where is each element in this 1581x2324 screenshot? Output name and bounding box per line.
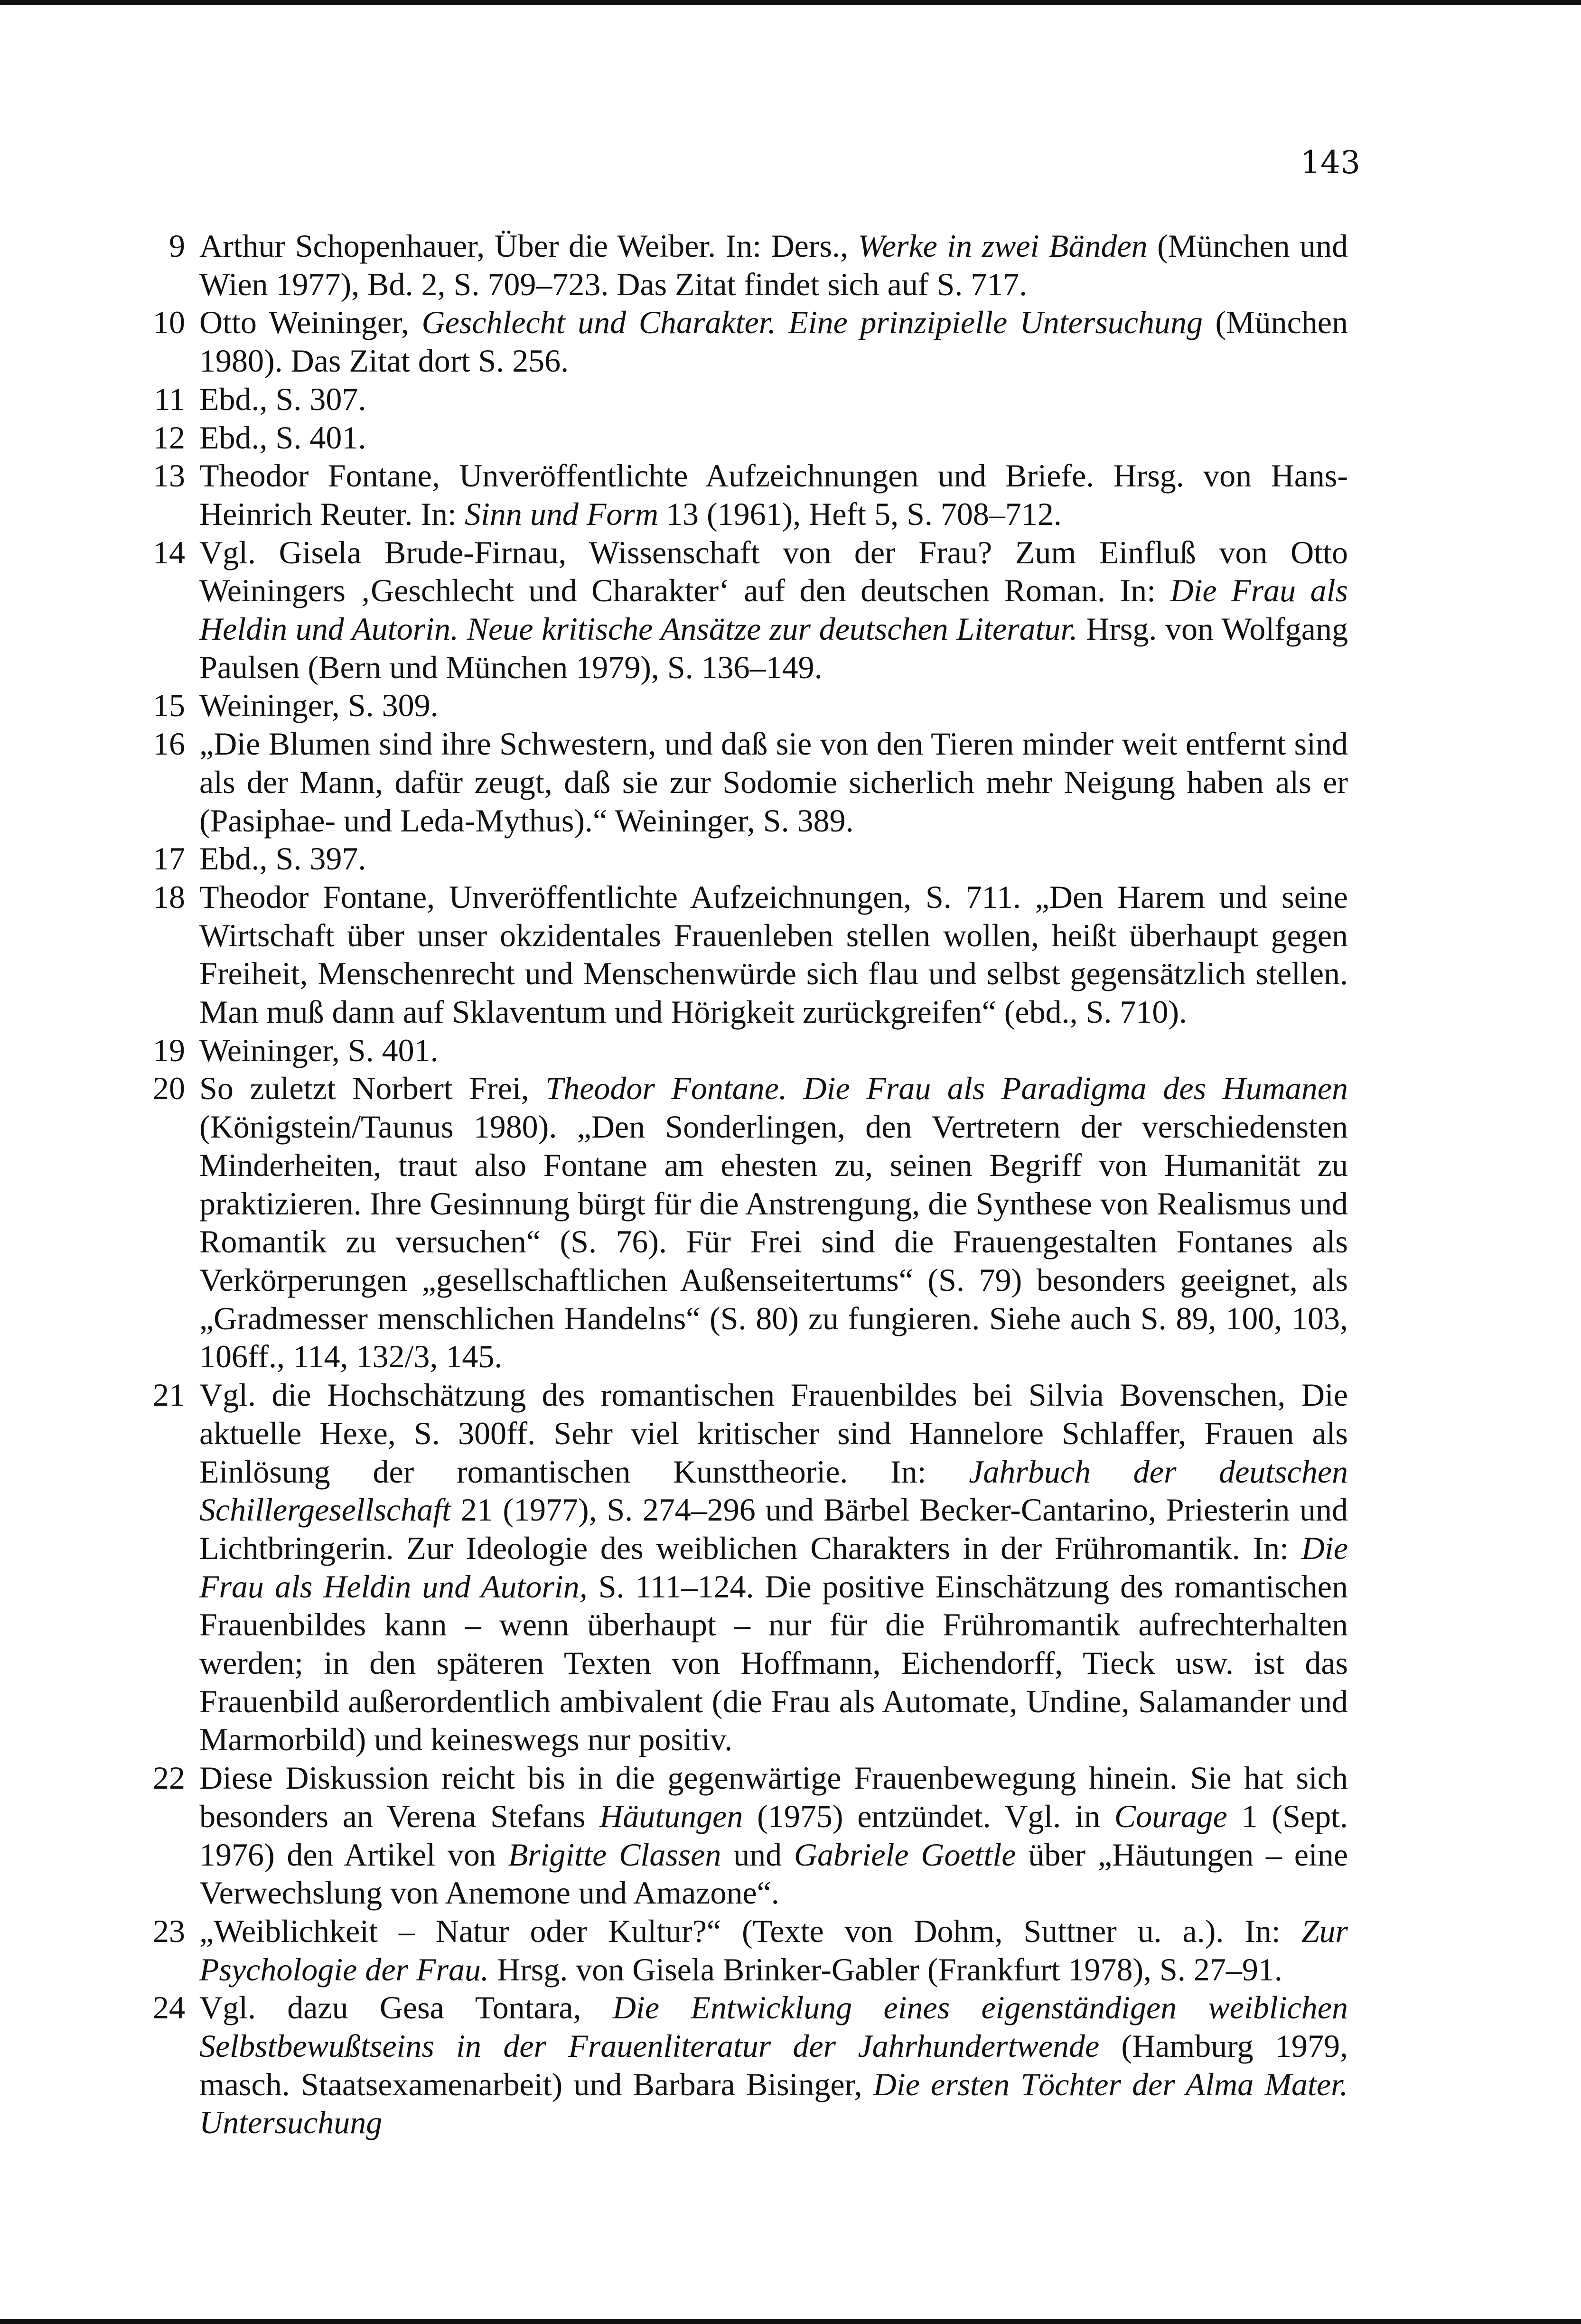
footnote-text	[199, 726, 1348, 838]
footnote-segment: 21 (1977), S. 274–296 und Bärbel Becker-Cantarino, Priesterin und Lichtbringerin. Zur Ideologie des weiblichen Charakters in der Frühromantik. In:	[199, 1492, 1348, 1566]
footnote-italic-segment: Die Entwicklung eines eigenständigen weiblichen Selbstbewußtseins in der Frauenliteratur der Jahrhundertwende	[199, 1989, 1348, 2064]
footnote-segment: und	[721, 1836, 794, 1873]
footnote-italic-segment: Die ersten Töchter der Alma Mater. Untersuchung	[199, 2066, 1348, 2141]
footnote-italic-segment: Brigitte Classen	[508, 1836, 721, 1873]
footnote-segment: (1975) entzündet. Vgl. in	[743, 1798, 1114, 1834]
footnote-number: 17	[153, 840, 185, 877]
footnote-segment: Vgl. dazu Gesa Tontara,	[199, 1989, 613, 2026]
footnote-number: 15	[153, 687, 185, 724]
footnote-italic-segment: Sinn und Form	[464, 495, 658, 532]
footnote-text	[199, 1913, 1348, 1988]
footnote-text	[199, 534, 1348, 685]
footnote-number: 12	[153, 419, 185, 456]
footnote-number: 19	[153, 1032, 185, 1068]
footnote-segment: Ebd., S. 397.	[199, 840, 366, 877]
footnote-number: 9	[169, 228, 185, 264]
footnote-italic-segment: Jahrbuch der deutschen Schillergesellschaft	[199, 1453, 1348, 1528]
footnote-segment: 13 (1961), Heft 5, S. 708–712.	[658, 495, 1062, 532]
footnotes-list	[138, 227, 1348, 2142]
footnote-italic-segment: Courage	[1114, 1798, 1227, 1834]
footnote-text	[199, 840, 366, 877]
footnote-segment: (Hamburg 1979, masch. Staatsexamenarbeit) und Barbara Bisinger,	[199, 2028, 1348, 2102]
footnote-italic-segment: Zur Psychologie der Frau.	[199, 1913, 1348, 1988]
footnote-text	[199, 1989, 1348, 2140]
footnote-segment: Weininger, S. 309.	[199, 687, 439, 724]
footnote-segment: Ebd., S. 307.	[199, 381, 366, 417]
footnote-text	[199, 1070, 1348, 1374]
footnote-number: 13	[153, 457, 185, 494]
footnote-number: 11	[154, 381, 185, 417]
footnote-italic-segment: Gabriele Goettle	[794, 1836, 1016, 1873]
footnote-segment: „Weiblichkeit – Natur oder Kultur?“ (Texte von Dohm, Suttner u. a.). In:	[199, 1913, 1301, 1949]
footnote-segment: Hrsg. von Gisela Brinker-Gabler (Frankfurt 1978), S. 27–91.	[488, 1951, 1282, 1988]
footnote-text	[199, 1032, 439, 1068]
footnote-segment: Vgl. die Hochschätzung des romantischen Frauenbildes bei Silvia Bovenschen, Die aktuelle Hexe, S. 300ff. Sehr viel kritischer sind Hannelore Schlaffer, Frauen als Einlösung der romantischen Kunsttheorie. In:	[199, 1377, 1348, 1490]
footnote-23	[138, 1912, 1348, 1988]
footnote-text	[199, 457, 1348, 532]
footnote-segment: Diese Diskussion reicht bis in die gegenwärtige Frauenbewegung hinein. Sie hat sich besonders an Verena Stefans	[199, 1760, 1348, 1834]
footnote-segment: Arthur Schopenhauer, Über die Weiber. In: Ders.,	[199, 228, 858, 264]
footnote-number: 22	[153, 1760, 185, 1796]
footnote-number: 23	[153, 1913, 185, 1949]
footnote-segment: Vgl. Gisela Brude-Firnau, Wissenschaft von der Frau? Zum Einfluß von Otto Weiningers ‚Geschlecht und Charakter‘ auf den deutschen Roman. In:	[199, 534, 1348, 609]
footnote-text	[199, 304, 1348, 379]
footnote-15	[138, 686, 1348, 725]
footnote-segment: Hrsg. von Wolfgang Paulsen (Bern und München 1979), S. 136–149.	[199, 611, 1348, 685]
footnote-19	[138, 1031, 1348, 1070]
footnote-17	[138, 840, 1348, 878]
footnote-9	[138, 227, 1348, 303]
footnote-text	[199, 381, 366, 417]
footnote-segment: Theodor Fontane, Unveröffentlichte Aufzeichnungen, S. 711. „Den Harem und seine Wirtschaft über unser okzidentales Frauenleben stellen wollen, heißt überhaupt gegen Freiheit, Menschenrecht und Menschenwürde sich flau und selbst gegensätzlich stellen. Man muß dann auf Sklaventum und Hörigkeit zurückgreifen“ (ebd., S. 710).	[199, 878, 1348, 1030]
footnote-number: 16	[153, 726, 185, 762]
footnote-12	[138, 419, 1348, 457]
footnote-11	[138, 380, 1348, 419]
footnote-10	[138, 303, 1348, 380]
scan-border-bottom	[0, 2319, 1581, 2324]
footnote-text	[199, 1760, 1348, 1911]
footnote-text	[199, 420, 366, 456]
footnote-segment: (München 1980). Das Zitat dort S. 256.	[199, 304, 1348, 379]
footnote-segment: (Königstein/Taunus 1980). „Den Sonderlingen, den Vertretern der verschiedensten Minderheiten, traut also Fontane am ehesten zu, seinen Begriff von Humanität zu praktizieren. Ihre Gesinnung bürgt für die Anstrengung, die Synthese von Realismus und Romantik zu versuchen“ (S. 76). Für Frei sind die Frauengestalten Fontanes als Verkörperungen „gesellschaftlichen Außenseitertums“ (S. 79) besonders geeignet, als „Gradmesser menschlichen Handelns“ (S. 80) zu fungieren. Siehe auch S. 89, 100, 103, 106ff., 114, 132/3, 145.	[199, 1109, 1348, 1375]
footnote-segment: Weininger, S. 401.	[199, 1032, 439, 1068]
footnote-24	[138, 1988, 1348, 2142]
footnote-italic-segment: Werke in zwei Bänden	[858, 228, 1148, 264]
footnote-20	[138, 1069, 1348, 1376]
footnote-italic-segment: Geschlecht und Charakter. Eine prinzipielle Untersuchung	[421, 304, 1203, 341]
footnote-number: 10	[153, 304, 185, 341]
footnote-segment: Theodor Fontane, Unveröffentlichte Aufzeichnungen und Briefe. Hrsg. von Hans-Heinrich Reuter. In:	[199, 457, 1348, 532]
footnote-14	[138, 533, 1348, 687]
footnote-segment: S. 111–124. Die positive Einschätzung des romantischen Frauenbildes kann – wenn überhaupt – nur für die Frühromantik aufrechterhalten werden; in den späteren Texten von Hoffmann, Eichendorff, Tieck usw. ist das Frauenbild außerordentlich ambivalent (die Frau als Automate, Undine, Salamander und Marmorbild) und keineswegs nur positiv.	[199, 1568, 1348, 1758]
footnote-number: 24	[153, 1989, 185, 2026]
page-number: 143	[1300, 144, 1360, 181]
footnote-segment: (München und Wien 1977), Bd. 2, S. 709–723. Das Zitat findet sich auf S. 717.	[199, 228, 1348, 302]
footnote-segment: „Die Blumen sind ihre Schwestern, und daß sie von den Tieren minder weit entfernt sind als der Mann, dafür zeugt, daß sie zur Sodomie sicherlich mehr Neigung haben als er (Pasiphae- und Leda-Mythus).“ Weininger, S. 389.	[199, 726, 1348, 839]
footnote-text	[199, 228, 1348, 302]
footnote-number: 21	[153, 1377, 185, 1413]
footnote-segment: über „Häutungen – eine Verwechslung von Anemone und Amazone“.	[199, 1836, 1348, 1911]
footnote-italic-segment: Häutungen	[599, 1798, 743, 1834]
footnote-italic-segment: Theodor Fontane. Die Frau als Paradigma des Humanen	[545, 1070, 1348, 1107]
footnote-italic-segment: Die Frau als Heldin und Autorin. Neue kritische Ansätze zur deutschen Literatur.	[199, 572, 1348, 647]
footnote-number: 14	[153, 534, 185, 570]
footnote-segment: So zuletzt Norbert Frei,	[199, 1070, 546, 1107]
footnote-number: 20	[153, 1070, 185, 1107]
footnote-segment: 1 (Sept. 1976) den Artikel von	[199, 1798, 1348, 1873]
footnote-18	[138, 878, 1348, 1031]
footnote-text	[199, 687, 439, 723]
footnote-italic-segment: Die Frau als Heldin und Autorin,	[199, 1530, 1348, 1605]
footnote-13	[138, 457, 1348, 533]
scan-border-top	[0, 0, 1581, 5]
footnote-segment: Otto Weininger,	[199, 304, 422, 341]
footnote-number: 18	[153, 878, 185, 915]
footnote-16	[138, 725, 1348, 840]
footnote-22	[138, 1759, 1348, 1912]
footnote-21	[138, 1376, 1348, 1759]
footnote-segment: Ebd., S. 401.	[199, 419, 366, 456]
footnote-text	[199, 1377, 1348, 1757]
footnote-text	[199, 879, 1348, 1030]
